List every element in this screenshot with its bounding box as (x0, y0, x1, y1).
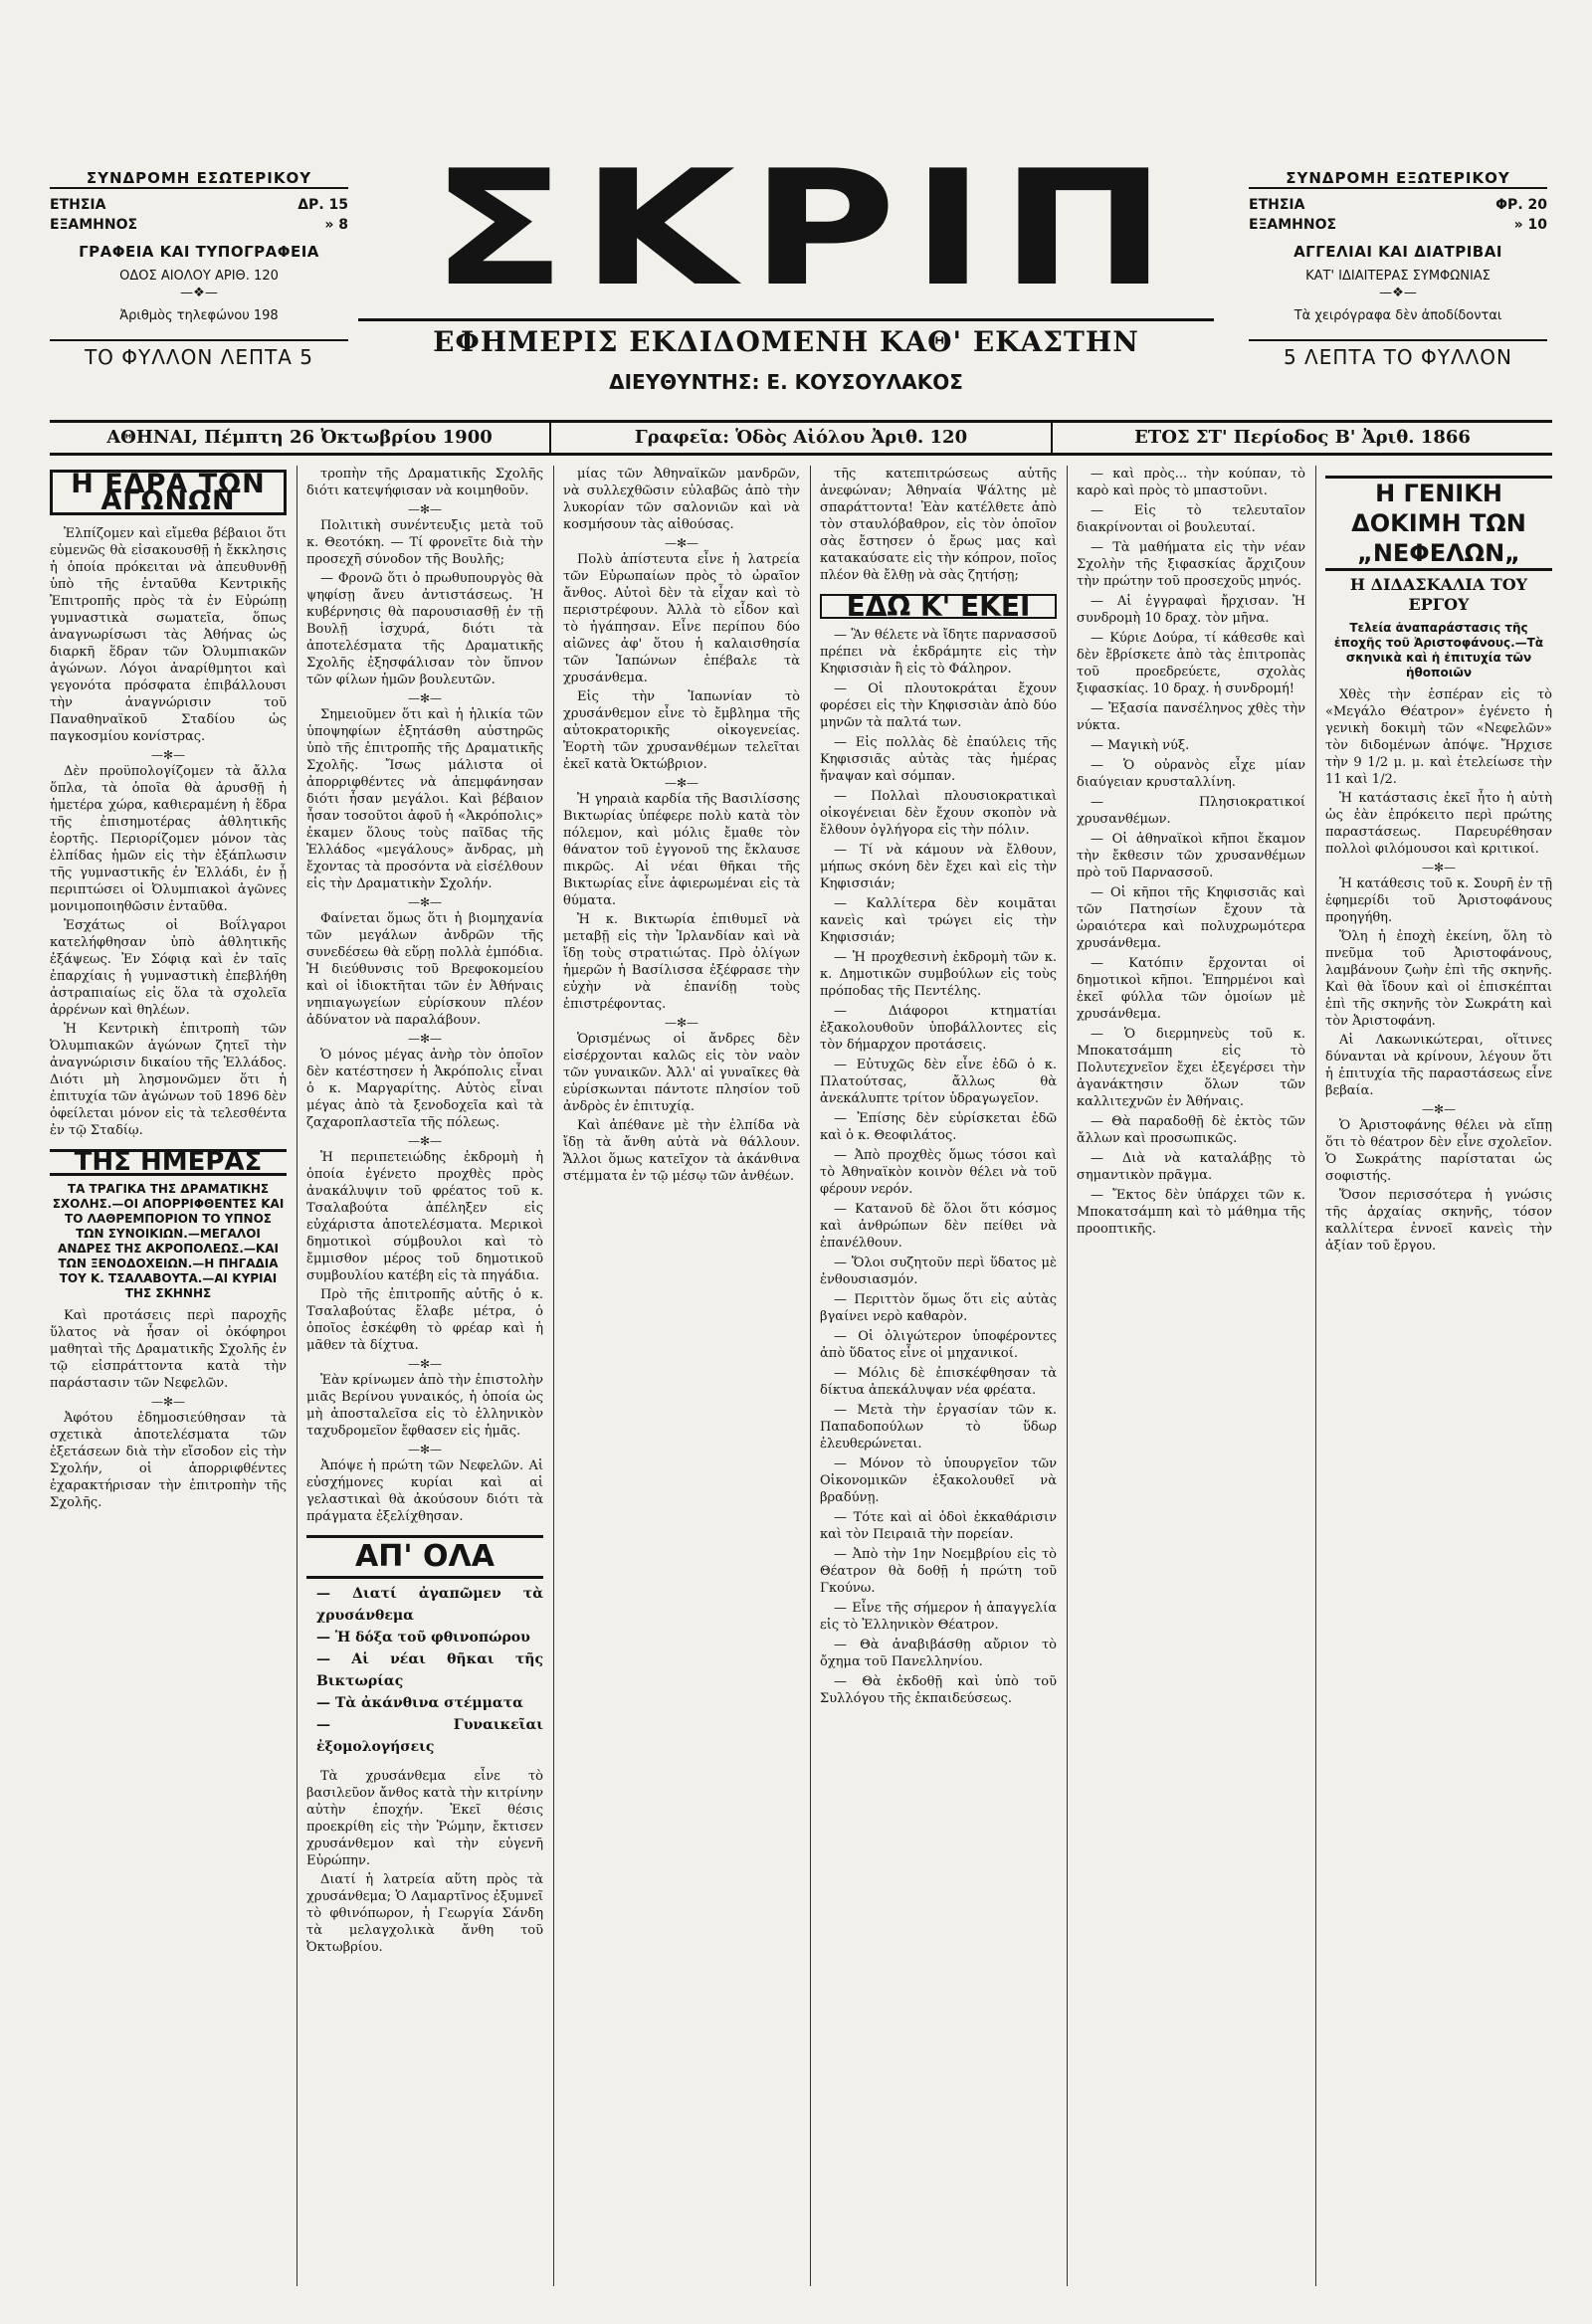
issue-price-left: ΤΟ ΦΥΛΛΟΝ ΛΕΠΤΑ 5 (50, 339, 348, 369)
column-rule (1067, 466, 1068, 2286)
article-paragraph: Πολὺ ἀπίστευτα εἶνε ἡ λατρεία τῶν Εὐρωπαίων πρὸς τὸ ὡραῖον ἄνθος. Αὐτοὶ δὲν τὰ εἶχαν καὶ τὸ περιστρέφουν. Ἀλλὰ τὸ εἶδον καὶ τὸ ἠγάπησαν. Εἶνε περίπου δύο αἰῶνες ἀφ' ὅτου ἡ καλαισθησία τῶν Ἰαπώνων ἐπέβαλε τὰ χρυσάνθεμα. (563, 552, 800, 685)
column-1 (50, 466, 287, 2286)
separator: —✻— (150, 748, 186, 762)
list-item: — Ὅλοι συζητοῦν περὶ ὕδατος μὲ ἐνθουσιασμόν. (820, 1256, 1057, 1287)
list-item: — Μαγικὴ νύξ. (1091, 738, 1190, 753)
column-5 (1077, 466, 1552, 2286)
list-item: — Καλλίτερα δὲν κοιμᾶται κανεὶς καὶ τρώγει εἰς τὴν Κηφισσιάν; (820, 896, 1057, 945)
article-paragraph: Ἀφότου ἐδημοσιεύθησαν τὰ σχετικὰ ἀποτελέσματα τῶν ἐξετάσεων διὰ τὴν εἴσοδον εἰς τὴν Σχολήν, οἱ ἀπορριφθέντες ἐχαρακτήρισαν τὴν ἐπιτροπὴν τῆς Σχολῆς. (50, 1411, 287, 1510)
list-item: — Ἡ προχθεσινὴ ἐκδρομὴ τῶν κ. κ. Δημοτικῶν συμβούλων εἰς τοὺς πρόποδας τῆς Πεντέλης. (820, 950, 1057, 999)
separator: —✻— (407, 1443, 443, 1456)
list-item: — Θὰ ἀναβιβάσθῃ αὔριον τὸ ὄχημα τοῦ Πανελληνίου. (820, 1638, 1057, 1669)
list-item: — Ὁ οὐρανὸς εἶχε μίαν διαύγειαν κρυσταλλίνη. (1077, 758, 1305, 790)
list-item: — Ἐπίσης δὲν εὑρίσκεται ἐδῶ καὶ ὁ κ. Θεοφιλάτος. (820, 1111, 1057, 1143)
article-paragraph: Ἡ γηραιὰ καρδία τῆς Βασιλίσσης Βικτωρίας ὑπέφερε πολὺ κατὰ τὸν πόλεμον, καὶ μόλις ἔμαθε τὸν θάνατον τοῦ ἐγγονοῦ της ἔκλαυσε πικρῶς. Αἱ νέαι θῆκαι τῆς Βικτωρίας εἶνε ἀφιερωμέναι εἰς τὰ θύματα. (563, 792, 800, 908)
separator: —✻— (150, 1395, 186, 1409)
ads-label: ΑΓΓΕΛΙΑΙ ΚΑΙ ΔΙΑΤΡΙΒΑΙ (1294, 243, 1502, 261)
list-item: — Εὐτυχῶς δὲν εἶνε ἐδῶ ὁ κ. Πλατούτσας, ἄλλως θὰ ἀνεκάλυπτε τρίτον ὑδραγωγεῖον. (820, 1058, 1057, 1106)
article-paragraph: Καὶ προτάσεις περὶ παροχῆς ὕλατος νὰ ἦσαν οἱ ὀκόφηροι μαθηταὶ τῆς Δραματικῆς Σχολῆς ἐν τῷ εἰσπράττοντα κατὰ τὴν παράστασιν τῶν Νεφελῶν. (50, 1308, 287, 1391)
separator: —✻— (1421, 861, 1457, 874)
separator: —✻— (407, 1357, 443, 1371)
offices-label: ΓΡΑΦΕΙΑ ΚΑΙ ΤΥΠΟΓΡΑΦΕΙΑ (79, 243, 319, 261)
list-item: — Ἡ δόξα τοῦ φθινοπώρου (316, 1630, 530, 1646)
column-2 (306, 466, 543, 2286)
list-item: — Περιττὸν ὅμως ὅτι εἰς αὐτὰς βγαίνει νερὸ καθαρὸν. (820, 1292, 1057, 1324)
column-4 (820, 466, 1057, 2286)
article-paragraph: Ἡ Κεντρικὴ ἐπιτροπὴ τῶν Ὀλυμπιακῶν ἀγώνων ζητεῖ τὴν ἀναγνώρισιν δικαίου τῆς Ἑλλάδος. Διότι μὴ λησμονῶμεν ὅτι ἡ ἐπιτυχία τῶν ἀγώνων τοῦ 1896 δὲν ὀφείλεται μόνον εἰς τὰ τελεσθέντα ἐν τῷ Σταδίῳ. (50, 1022, 287, 1138)
article-paragraph: Ἡ περιπετειώδης ἐκδρομὴ ἡ ὁποία ἐγένετο προχθὲς πρὸς ἀνακάλυψιν τοῦ φρέατος τοῦ κ. Τσαλαβούτα ἀπέληξεν εἰς εὐχάριστα ἀποτελέσματα. Μερικοὶ δημοτικοὶ σύμβουλοι καὶ τὸ ἔμμισθον μέρος τοῦ δημοτικοῦ συμβουλίου κατέβη εἰς τὰ πηγάδια. (306, 1150, 543, 1283)
list-item: — Οἱ κῆποι τῆς Κηφισσιᾶς καὶ τῶν Πατησίων ἔχουν τὰ ὡραιότερα καὶ πολυχρωμότερα χρυσάνθεμα. (1077, 885, 1305, 951)
manuscripts-note: Τὰ χειρόγραφα δὲν ἀποδίδονται (1294, 308, 1502, 323)
agreements-label: ΚΑΤ' ΙΔΙΑΙΤΕΡΑΣ ΣΥΜΦΩΝΙΑΣ (1305, 269, 1491, 284)
newspaper-logo: ΣΚΡΙΠ (430, 135, 1182, 321)
list-item: — Πλησιοκρατικοί χρυσανθέμων. (1077, 795, 1305, 827)
list-item: — Τί νὰ κάμουν νὰ ἔλθουν, μήπως σκόνη δὲν ἔχει καὶ εἰς τὴν Κηφισσιάν; (820, 843, 1057, 891)
list-item: — Κατόπιν ἔρχονται οἱ δημοτικοὶ κῆποι. Ἐπηρμένοι καὶ ἐκεῖ φύλλα τῶν ὁμοίων μὲ χρυσάνθεμα. (1077, 956, 1305, 1022)
article-paragraph: τῆς κατεπιτρώσεως αὐτῆς ἀνεφώναν; Ἀθηναία Ψάλτης μὲ σπαράττοντα! Ἐὰν κατέλθετε ἀπὸ τὸν σταυλόβαθρον, εἰς τὸν ὁποῖον σὰς ἔστησεν ὁ ἔρως μας καὶ κατακαύσατε εἰς τὴν κόπρον, ποῖος πλέον θὰ ἔλθῃ νὰ σὰς ζητήσῃ; (820, 467, 1057, 583)
article-paragraph: Ἐλπίζομεν καὶ εἴμεθα βέβαιοι ὅτι εὑμενῶς θὰ εἰσακουσθῇ ἡ ἔκκλησις ἡ ὁποία πρόκειται νὰ ἀπευθυνθῇ ὑπὸ τῆς ἐνταῦθα Κεντρικῆς Ἐπιτροπῆς πρὸς τὰ ἐν Εὐρώπῃ γυμναστικὰ σωματεῖα, ὅπως ἀναγνωρίσωσι τὰς Ἀθήνας ὡς διαρκῆ ἕδραν τῶν Ὀλυμπιακῶν ἀγώνων. Λόγοι ἀναρίθμητοι καὶ γεγονότα πρόσφατα ἐπιβάλλουσι τὴν ἀναγνώρισιν τοῦ Παναθηναϊκοῦ Σταδίου ὡς παγκοσμίου κονίστρας. (50, 526, 287, 744)
list-item: — Ἔκτος δὲν ὑπάρχει τῶν κ. Μποκατσάμπη καὶ τὸ μάθημα τῆς προοπτικῆς. (1077, 1188, 1305, 1237)
address: ΟΔΟΣ ΑΙΟΛΟΥ ΑΡΙΘ. 120 (119, 269, 279, 284)
column-3 (563, 466, 800, 2286)
list-item: — Θὰ ἐκδοθῇ καὶ ὑπὸ τοῦ Συλλόγου τῆς ἐκπαιδεύσεως. (820, 1674, 1057, 1706)
list-item: — Ἐξασία πανσέληνος χθὲς τὴν νύκτα. (1077, 701, 1305, 733)
column-5-article (1325, 466, 1552, 1257)
ornament: —❖— (180, 286, 218, 300)
columns (50, 466, 1552, 2286)
column-rule (297, 466, 298, 2286)
rate-annual-foreign: ΕΤΗΣΙΑ ΦΡ. 20 (1249, 197, 1547, 213)
headline-from-everything: ΑΠ' ΟΛΑ (306, 1535, 543, 1579)
list-item: — Οἱ ὀλιγώτερον ὑποφέροντες ἀπὸ ὕδατος εἶνε οἱ μηχανικοί. (820, 1329, 1057, 1361)
dateline (50, 420, 1552, 456)
article-paragraph: Πρὸ τῆς ἐπιτροπῆς αὐτῆς ὁ κ. Τσαλαβούτας ἔλαβε μέτρα, ὁ ὁποῖος ἐσκέφθη τὸ φρέαρ καὶ ἡ μᾶθεν τὰ δίχτυα. (306, 1287, 543, 1353)
rate-semiannual-foreign: ΕΞΑΜΗΝΟΣ » 10 (1249, 217, 1547, 233)
list-item: — Οἱ πλουτοκράται ἔχουν φορέσει εἰς τὴν Κηφισσιὰν ἀπὸ δύο μηνῶν τὰ παλτά των. (820, 681, 1057, 730)
topics-list (316, 1583, 543, 1758)
article-paragraph: Ὁ μόνος μέγας ἀνὴρ τὸν ὁποῖον δὲν κατέστησεν ἡ Ἀκρόπολις εἶναι ὁ κ. Μαργαρίτης. Αὐτὸς εἶναι μέγας ἀπὸ τὰ ξενοδοχεῖα καὶ τὰ ζαχαροπλαστεῖα τῆς πόλεως. (306, 1048, 543, 1130)
article-paragraph: Ἐσχάτως οἱ Βοΐλγαροι κατελήφθησαν ὑπὸ ἀθλητικῆς ἐξάψεως. Ἐν Σόφιᾳ καὶ ἐν ταῖς ἐπαρχίαις ἡ γυμναστικὴ ἐπεβλήθη ἀστραπιαίως εἰς ὅλα τὰ σχολεῖα ἀρρένων καὶ θηλέων. (50, 918, 287, 1018)
article-paragraph: Ὅσον περισσότερα ἡ γνώσις τῆς ἀρχαίας σκηνῆς, τόσον καλλίτερα ἐννοεῖ κανεὶς τὴν ἀξίαν τοῦ ἔργου. (1325, 1188, 1552, 1254)
director-line: ΔΙΕΥΘΥΝΤΗΣ: Ε. ΚΟΥΣΟΥΛΑΚΟΣ (609, 370, 963, 394)
article-paragraph: Καὶ ἀπέθανε μὲ τὴν ἐλπίδα νὰ ἴδῃ τὰ ἄνθη αὐτὰ νὰ θάλλουν. Ἄλλοι ὅμως κατεῖχον τὰ ἀκάνθινα στέμματα ἐν τῷ μέσῳ τῶν ἀνθέων. (563, 1118, 800, 1184)
office-address: Γραφεῖα: Ὁδὸς Αἰόλου Ἀριθ. 120 (551, 423, 1053, 453)
article-paragraph: Ἡ κατάθεσις τοῦ κ. Σουρῆ ἐν τῇ ἐφημερίδι τοῦ Ἀριστοφάνους προηγήθη. (1325, 876, 1552, 925)
headline-deck: Τελεία ἀναπαράστασις τῆς ἐποχῆς τοῦ Ἀριστοφάνους.—Τὰ σκηνικὰ καὶ ἡ ἐπιτυχία τῶν ἠθοποιῶν (1333, 621, 1544, 679)
list-item: — Ἂν θέλετε νὰ ἴδητε παρνασσοῦ πρέπει νὰ ἐκδράμητε εἰς τὴν Κηφισσιὰν ἢ εἰς τὸ Φάληρον. (820, 628, 1057, 677)
list-item: — Τότε καὶ αἱ ὁδοὶ ἐκκαθάρισιν καὶ τὸν Πειραιᾶ τὴν πορείαν. (820, 1510, 1057, 1542)
subscription-foreign (1249, 169, 1547, 369)
separator: —✻— (407, 502, 443, 516)
column-rule (810, 466, 811, 2286)
separator: —✻— (407, 1134, 443, 1148)
subheadline: Η ΔΙΔΑΣΚΑΛΙΑ ΤΟΥ ΕΡΓΟΥ (1349, 575, 1528, 614)
list-item: — Ὁ διερμηνεὺς τοῦ κ. Μποκατσάμπη εἰς τὸ Πολυτεχνεῖον ἔχει ἐξεγέρσει τὴν ἀγανάκτησιν ὅλων τῶν καλλιτεχνῶν ἐν Ἀθήναις. (1077, 1027, 1305, 1109)
rate-semiannual: ΕΞΑΜΗΝΟΣ » 8 (50, 217, 348, 233)
list-item: — Εἶνε τῆς σήμερον ἡ ἀπαγγελία εἰς τὸ Ἐλληνικὸν Θέατρον. (820, 1601, 1057, 1633)
article-paragraph: Σημειοῦμεν ὅτι καὶ ἡ ἡλικία τῶν ὑποψηφίων ἐξητάσθη αὐστηρῶς ὑπὸ τῆς ἐπιτροπῆς τῆς Δραματικῆς Σχολῆς. Ἴσως μάλιστα οἱ ἀπορριφθέντες νὰ ἀπεμφάνησαν διότι ἦσαν μεγάλοι. Καὶ βέβαιον ἦσαν τοσοῦτοι ἀφοῦ ἡ «Ἀκρόπολις» ἐκαμεν ὅλους τοὺς παῖδας τῆς Ἑλλάδος «μεγάλους» ἄνδρας, μὴ ἔχοντας τὰ προσόντα νὰ εἰσέλθουν εἰς τὴν Δραματικὴν Σχολήν. (306, 707, 543, 891)
article-paragraph: Δὲν προϋπολογίζομεν τὰ ἄλλα ὅπλα, τὰ ὁποῖα θὰ ἀρυσθῇ ἡ ἡμετέρα χώρα, καθιεραμένη ἡ ἕδρα τῆς ἐπισημοτέρας ἀθλητικῆς ἑορτῆς. Περιορίζομεν μόνον τὰς ἐλπίδας ἡμῶν εἰς τὴν ἐξάπλωσιν τῆς γυμναστικῆς ἐν Ἑλλάδι, ἐν ᾗ περιπτώσει οἱ Ὀλυμπιακοὶ ἀγῶνες μονιμοποιηθῶσιν ἐνταῦθα. (50, 764, 287, 914)
separator: —✻— (407, 691, 443, 705)
article-paragraph: Ἐὰν κρίνωμεν ἀπὸ τὴν ἐπιστολὴν μιᾶς Βερίνου γυναικός, ἡ ὁποία ὡς μὴ ἀποσταλεῖσα εἰς τὸ ἑλληνικὸν ταχυδρομεῖον ἔφθασεν εἰς ἡμᾶς. (306, 1373, 543, 1439)
article-paragraph: Ὁ Ἀριστοφάνης θέλει νὰ εἴπῃ ὅτι τὸ θέατρον δὲν εἶνε σχολεῖον. Ὁ Σωκράτης παρίσταται ὡς σοφιστής. (1325, 1118, 1552, 1184)
subscription-domestic (50, 169, 348, 369)
issue-price-right: 5 ΛΕΠΤΑ ΤΟ ΦΥΛΛΟΝ (1249, 339, 1547, 369)
list-item: — Τὰ μαθήματα εἰς τὴν νέαν Σχολὴν τῆς ξιφασκίας ἄρχιζουν τὴν πρώτην τοῦ προσεχοῦς μηνός. (1077, 540, 1305, 589)
date: ΑΘΗΝΑΙ, Πέμπτη 26 Ὀκτωβρίου 1900 (50, 423, 551, 453)
list-item: — καὶ πρὸς... τὴν κούπαν, τὸ καρὸ καὶ πρὸς τὸ μπαστοῦνι. (1077, 467, 1305, 498)
article-paragraph: Φαίνεται ὅμως ὅτι ἡ βιομηχανία τῶν μεγάλων ἀνδρῶν τῆς συνεδέσεω θὰ εὕρῃ πολλὰ ἐμπόδια. Ἡ διεύθυνσις τοῦ Βρεφοκομείου καὶ οἱ ἰδιοκτῆται τῶν ἐν Ἀθήναις νηπιαγωγείων εὑρίσκουν πλέον ἀδύνατον νὰ παραλάβουν. (306, 911, 543, 1028)
list-item: — Διὰ νὰ καταλάβῃς τὸ σημαντικὸν πρᾶγμα. (1077, 1151, 1305, 1183)
list-item: — Αἱ νέαι θῆκαι τῆς Βικτωρίας (316, 1651, 543, 1689)
article-paragraph: Ἡ κ. Βικτωρία ἐπιθυμεῖ νὰ μεταβῇ εἰς τὴν Ἰρλανδίαν καὶ νὰ ἴδῃ τοὺς στρατιώτας. Πρὸ ὀλίγων ἡμερῶν ἡ Βασίλισσα ἐξέφρασε τὴν εὐχὴν νὰ ἐπανίδῃ τοὺς ἐπιστρέφοντας. (563, 912, 800, 1012)
newspaper-page (50, 135, 1552, 2288)
list-item: — Εἰς τὸ τελευταῖον διακρίνονται οἱ βουλευταί. (1077, 503, 1305, 535)
list-item: — Διάφοροι κτηματίαι ἐξακολουθοῦν ὑποβάλλοντες εἰς τὸν δήμαρχον προτάσεις. (820, 1004, 1057, 1053)
subscription-domestic-header: ΣΥΝΔΡΟΜΗ ΕΣΩΤΕΡΙΚΟΥ (50, 169, 348, 189)
list-item: — Μετὰ τὴν ἐργασίαν τῶν κ. Παπαδοπούλων τὸ ὕδωρ ἐλευθερώνεται. (820, 1403, 1057, 1452)
article-paragraph: τροπὴν τῆς Δραματικῆς Σχολῆς διότι κατεψήφισαν νὰ κοιμηθοῦν. (306, 467, 543, 498)
list-item: — Ἀπὸ προχθὲς ὅμως τόσοι καὶ τὸ Ἀθηναϊκὸν κοινὸν θέλει νὰ τοῦ φέρουν νερόν. (820, 1148, 1057, 1197)
newspaper-subtitle: ΕΦΗΜΕΡΙΣ ΕΚΔΙΔΟΜΕΝΗ ΚΑΘ' ΕΚΑΣΤΗΝ (358, 318, 1214, 358)
list-item: — Θὰ παραδοθῇ δὲ ἐκτὸς τῶν ἄλλων καὶ προσωπικῶς. (1077, 1114, 1305, 1146)
headline-clouds-rehearsal: Η ΓΕΝΙΚΗ ΔΟΚΙΜΗ ΤΩΝ „ΝΕΦΕΛΩΝ„ (1325, 476, 1552, 571)
list-item: — Πολλαὶ πλουσιοκρατικαὶ οἰκογένειαι δὲν ἔχουν σκοπὸν νὰ ἔλθουν ὀγλήγορα εἰς τὴν πόλιν. (820, 789, 1057, 838)
article-paragraph: Ἡ κατάστασις ἐκεῖ ἦτο ἡ αὐτὴ ὡς ἐὰν ἐπρόκειτο περὶ πρώτης παραστάσεως. Παρευρέθησαν πολλοὶ φιλόμουσοι καὶ κριτικοί. (1325, 791, 1552, 857)
column-rule (553, 466, 554, 2286)
list-item: — Τὰ ἀκάνθινα στέμματα (316, 1695, 523, 1711)
article-paragraph: Τὰ χρυσάνθεμα εἶνε τὸ βασιλεῦον ἄνθος κατὰ τὴν κιτρίνην αὐτὴν ἐποχήν. Ἐκεῖ θέσις προεκρίθη εἰς τὴν Ῥώμην, ἔκτισεν χρυσάνθεμον καὶ τὴν εὐγενῆ Εὐρώπην. (306, 1769, 543, 1868)
separator: —✻— (407, 895, 443, 909)
list-item: — Γυναικεῖαι ἐξομολογήσεις (316, 1717, 543, 1755)
ornament: —❖— (1379, 286, 1417, 300)
list-item: — Μόλις δὲ ἐπισκέφθησαν τὰ δίκτυα ἀπεκάλυψαν νέα φρέατα. (820, 1366, 1057, 1398)
article-paragraph: Πολιτικὴ συνέντευξις μετὰ τοῦ κ. Θεοτόκη. — Τί φρονεῖτε διὰ τὴν προσεχῆ σύνοδον τῆς Βουλῆς; (306, 518, 543, 567)
list-item: — Οἱ ἀθηναϊκοὶ κῆποι ἔκαμον τὴν ἔκθεσιν τῶν χρυσανθέμων πρὸ τοῦ Παρνασσοῦ. (1077, 832, 1305, 880)
column-5-briefs (1077, 466, 1305, 1241)
list-item: — Εἰς πολλὰς δὲ ἐπαύλεις τῆς Κηφισσιᾶς αὐτὰς τὰς ἡμέρας ἤναψαν καὶ σόμπαν. (820, 735, 1057, 784)
article-paragraph: — Φρονῶ ὅτι ὁ πρωθυπουργὸς θὰ ψηφίσῃ ἄνευ ἀντιστάσεως. Ἡ κυβέρνησις θὰ παρουσιασθῇ ἐν τῇ Βουλῇ ἰσχυρά, διότι τὰ ἀποτελέσματα τῆς Δραματικῆς Σχολῆς ἐξησφάλισαν τὸν ὕπνον τῶν φίλων ἡμῶν βουλευτῶν. (306, 571, 543, 687)
separator: —✻— (664, 1016, 699, 1030)
list-item: — Ἀπὸ τὴν 1ην Νοεμβρίου εἰς τὸ Θέατρον θὰ δοθῇ ἡ πρώτη τοῦ Γκούνω. (820, 1547, 1057, 1596)
headline-here-and-there: ΕΔΩ Κ' ΕΚΕΙ (820, 594, 1057, 619)
list-item: — Διατί ἀγαπῶμεν τὰ χρυσάνθεμα (316, 1586, 543, 1624)
issue-number: ΕΤΟΣ ΣΤ' Περίοδος Β' Ἀριθ. 1866 (1134, 427, 1471, 448)
column-rule (1315, 466, 1316, 2286)
phone-number: Ἀριθμὸς τηλεφώνου 198 (119, 308, 279, 323)
article-paragraph: Εἰς τὴν Ἰαπωνίαν τὸ χρυσάνθεμον εἶνε τὸ ἔμβλημα τῆς αὐτοκρατορικῆς οἰκογενείας. Ἑορτὴ τῶν χρυσανθέμων τελεῖται ἐκεῖ κατὰ Ὀκτώβριον. (563, 689, 800, 772)
article-paragraph: Ἀπόψε ἡ πρώτη τῶν Νεφελῶν. Αἱ εὐσχήμονες κυρίαι καὶ αἱ γελαστικαὶ θὰ ἀκούσουν διότι τὰ πράγματα ἐξελίχθησαν. (306, 1458, 543, 1524)
subscription-foreign-header: ΣΥΝΔΡΟΜΗ ΕΞΩΤΕΡΙΚΟΥ (1249, 169, 1547, 189)
list-item: — Κύριε Δούρα, τί κάθεσθε καὶ δὲν ἔβρίσκετε ἀπὸ τὰς ἐπιτροπὰς τοῦ προεδρεύετε, σχολὰς ξιφασκίας. 10 δραχ. ἡ συνδρομή! (1077, 631, 1305, 696)
article-paragraph: Ὁρισμένως οἱ ἄνδρες δὲν εἰσέρχονται καλῶς εἰς τὸν ναὸν τῶν γυναικῶν. Ἀλλ' αἱ γυναῖκες θὰ εὑρίσκωνται πάντοτε πλησίον τοῦ ἀνδρὸς ἐν ἐπιτυχίᾳ. (563, 1032, 800, 1114)
article-paragraph: Χθὲς τὴν ἑσπέραν εἰς τὸ «Μεγάλο Θέατρον» ἐγένετο ἡ γενικὴ δοκιμὴ τῶν «Νεφελῶν» τὸν διδομένων ἀπόψε. Ἤρχισε τὴν 9 1/2 μ. μ. καὶ ἐτελείωσε τὴν 11 καὶ 1/2. (1325, 687, 1552, 787)
list-item: — Αἱ ἐγγραφαὶ ἤρχισαν. Ἡ συνδρομὴ 10 δραχ. τὸν μῆνα. (1077, 594, 1305, 626)
headline-of-the-day: ΤΗΣ ΗΜΕΡΑΣ (50, 1149, 287, 1176)
headline-games: Η ΕΔΡΑ ΤΩΝ ΑΓΩΝΩΝ (50, 470, 287, 515)
list-item: — Κατανοῦ δὲ ὅλοι ὅτι κόσμος καὶ ἀνθρώπων δὲν πείθει νὰ ἐπανέλθουν. (820, 1202, 1057, 1251)
article-paragraph: Ὅλη ἡ ἐποχὴ ἐκείνη, ὅλη τὸ πνεῦμα τοῦ Ἀριστοφάνους, λαμβάνουν ζωὴν ἐπὶ τῆς σκηνῆς. Καὶ θὰ ἴδουν καὶ οἱ ἐπισκέπται ἐπὶ τῆς σκηνῆς τὸν Σωκράτη καὶ τὸν Ἀριστοφάνη. (1325, 929, 1552, 1029)
article-paragraph: Διατί ἡ λατρεία αὕτη πρὸς τὰ χρυσάνθεμα; Ὁ Λαμαρτῖνος ἐξυμνεῖ τὸ φθινόπωρον, ἡ Γεωργία Σάνδη τὰ μελαγχολικὰ ἄνθη τοῦ Ὀκτωβρίου. (306, 1872, 543, 1955)
headline-deck: ΤΑ ΤΡΑΓΙΚΑ ΤΗΣ ΔΡΑΜΑΤΙΚΗΣ ΣΧΟΛΗΣ.—ΟΙ ΑΠΟΡΡΙΦΘΕΝΤΕΣ ΚΑΙ ΤΟ ΛΑΘΡΕΜΠΟΡΙΟΝ ΤΟ ΥΠΝΟΣ ΤΩΝ ΣΥΝΟΙΚΙΩΝ.—ΜΕΓΑΛΟΙ ΑΝΔΡΕΣ ΤΗΣ ΑΚΡΟΠΟΛΕΩΣ.—ΚΑΙ ΤΩΝ ΞΕΝΟΔΟΧΕΙΩΝ.—Η ΠΗΓΑΔΙΑ ΤΟΥ Κ. ΤΣΑΛΑΒΟΥΤΑ.—ΑΙ ΚΥΡΙΑΙ ΤΗΣ ΣΚΗΝΗΣ (52, 1182, 285, 1300)
rate-annual: ΕΤΗΣΙΑ ΔΡ. 15 (50, 197, 348, 213)
separator: —✻— (664, 536, 699, 550)
separator: —✻— (407, 1032, 443, 1046)
separator: —✻— (1421, 1102, 1457, 1116)
article-paragraph: Αἱ Λακωνικώτεραι, οἵτινες δύνανται νὰ κρίνουν, λέγουν ὅτι ἡ ἐπιτυχία τῆς παραστάσεως εἶνε βεβαία. (1325, 1033, 1552, 1098)
article-paragraph: μίας τῶν Ἀθηναϊκῶν μανδρῶν, νὰ συλλεχθῶσιν εὐλαβῶς ἀπὸ τὴν λυκορίαν τῶν σαλονιῶν καὶ νὰ κοσμήσουν τὰς αἰθούσας. (563, 467, 800, 532)
masthead (50, 135, 1552, 403)
list-item: — Μόνον τὸ ὑπουργεῖον τῶν Οἰκονομικῶν ἐξακολουθεῖ νὰ βραδύνῃ. (820, 1456, 1057, 1505)
separator: —✻— (664, 776, 699, 790)
